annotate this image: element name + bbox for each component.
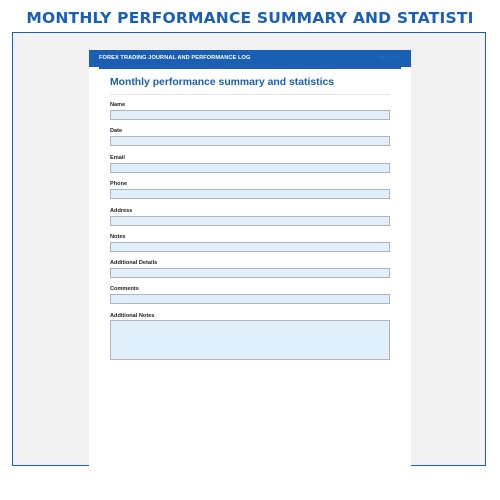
additional-details-field[interactable]: [110, 268, 390, 278]
address-field[interactable]: [110, 216, 390, 226]
additional-notes-field[interactable]: [110, 320, 390, 360]
banner-title: MONTHLY PERFORMANCE SUMMARY AND STATISTI: [26, 9, 474, 27]
date-label: Date: [110, 128, 123, 134]
name-field[interactable]: [110, 110, 390, 120]
title-divider: [110, 94, 390, 95]
header-divider: [99, 67, 401, 69]
header-label: FOREX TRADING JOURNAL AND PERFORMANCE LOG: [99, 54, 251, 61]
date-field[interactable]: [110, 136, 390, 146]
phone-label: Phone: [110, 181, 128, 187]
form-page: [89, 50, 411, 466]
additional-notes-label: Additional Notes: [110, 313, 155, 319]
comments-field[interactable]: [110, 294, 390, 304]
email-label: Email: [110, 155, 125, 161]
notes-field[interactable]: [110, 242, 390, 252]
page-header-bar: [89, 50, 411, 67]
address-label: Address: [110, 208, 133, 214]
name-label: Name: [110, 102, 126, 108]
phone-field[interactable]: [110, 189, 390, 199]
section-title: Monthly performance summary and statistics: [110, 77, 335, 88]
notes-label: Notes: [110, 234, 126, 240]
header-page-indicator: Page 1 of 1: [375, 55, 401, 61]
comments-label: Comments: [110, 286, 139, 292]
additional-details-label: Additional Details: [110, 260, 158, 266]
email-field[interactable]: [110, 163, 390, 173]
